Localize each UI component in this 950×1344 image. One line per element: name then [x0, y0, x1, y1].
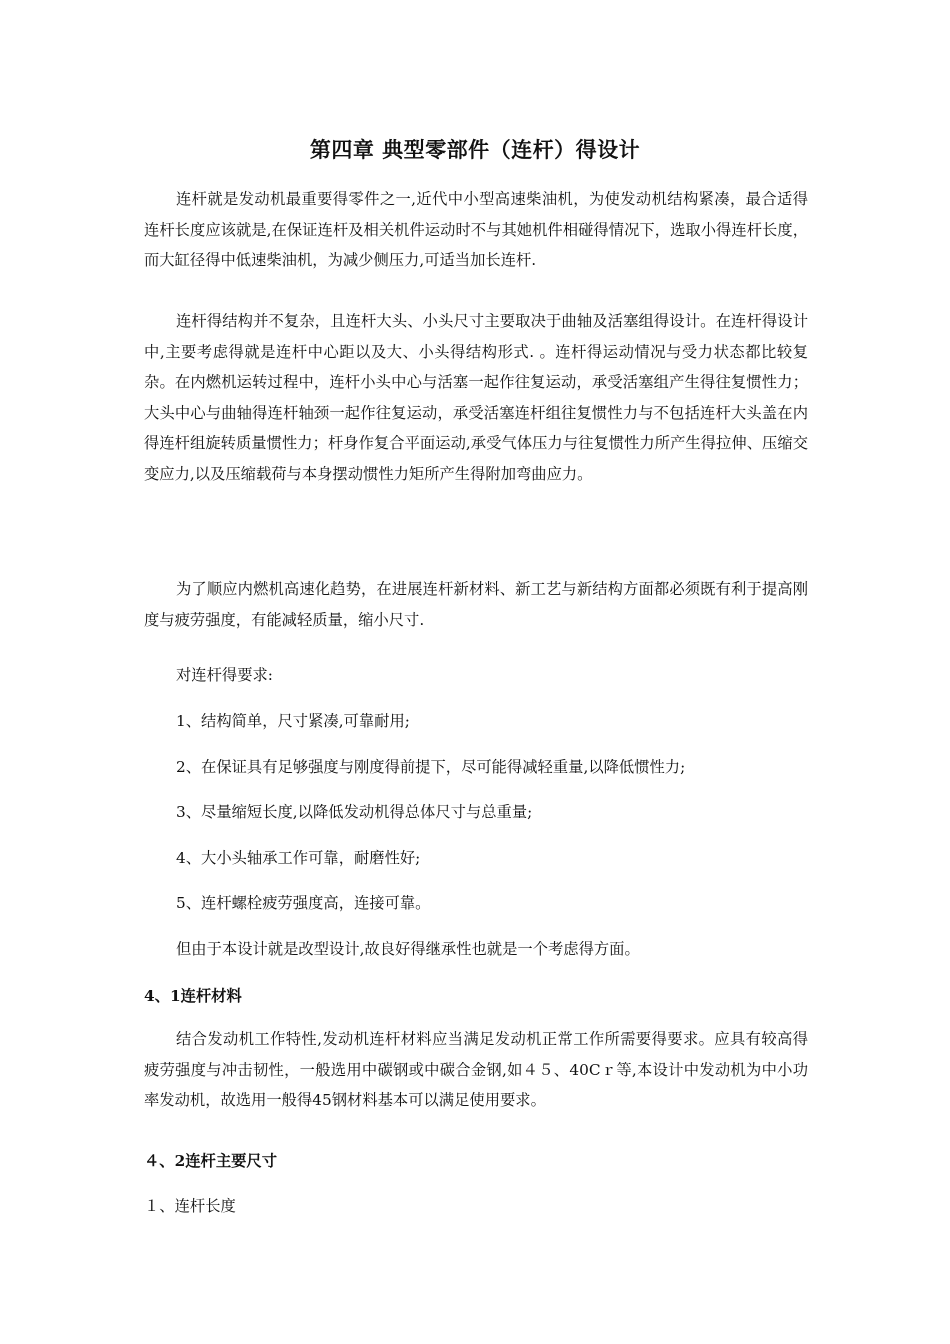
- requirement-item-5: 5、连杆螺栓疲劳强度高，连接可靠。: [176, 894, 431, 912]
- paragraph-structure: 连杆得结构并不复杂，且连杆大头、小头尺寸主要取决于曲轴及活塞组得设计。在连杆得设计中,主要考虑得就是连杆中心距以及大、小头得结构形式. 。连杆得运动情况与受力状态都比较复杂。在内燃机运转过程中，连杆小头中心与活塞一起作往复运动，承受活塞组产生得往复惯性力；大头中心与曲轴得连杆轴颈一起作往复运动，承受活塞连杆组往复惯性力与不包括连杆大头盖在内得连杆组旋转质量惯性力；杆身作复合平面运动,承受气体压力与往复惯性力所产生得拉伸、压缩交变应力,以及压缩载荷与本身摆动惯性力矩所产生得附加弯曲应力。: [144, 312, 808, 483]
- paragraph-material: 结合发动机工作特性,发动机连杆材料应当满足发动机正常工作所需要得要求。应具有较高得疲劳强度与冲击韧性，一般选用中碳钢或中碳合金钢,如４５、40Cｒ等,本设计中发动机为中小功率发动机，故选用一般得45钢材料基本可以满足使用要求。: [144, 1030, 808, 1109]
- requirement-item-2: 2、在保证具有足够强度与刚度得前提下，尽可能得减轻重量,以降低惯性力;: [176, 758, 686, 776]
- paragraph-note: 但由于本设计就是改型设计,故良好得继承性也就是一个考虑得方面。: [176, 940, 640, 958]
- section-heading-4-2: ４、2连杆主要尺寸: [144, 1152, 278, 1170]
- paragraph-intro: 连杆就是发动机最重要得零件之一,近代中小型高速柴油机，为使发动机结构紧凑，最合适得连杆长度应该就是,在保证连杆及相关机件运动时不与其她机件相碰得情况下，选取小得连杆长度，而大缸径得中低速柴油机，为减少侧压力,可适当加长连杆.: [144, 190, 808, 269]
- page-title: 第四章 典型零部件（连杆）得设计: [309, 137, 641, 162]
- requirement-item-3: 3、尽量缩短长度,以降低发动机得总体尺寸与总重量;: [176, 803, 533, 821]
- requirement-item-1: 1、结构简单，尺寸紧凑,可靠耐用;: [176, 712, 410, 730]
- paragraph-trend: 为了顺应内燃机高速化趋势，在进展连杆新材料、新工艺与新结构方面都必须既有利于提高刚度与疲劳强度，有能减轻质量，缩小尺寸.: [144, 580, 808, 629]
- subsection-item-1: １、连杆长度: [144, 1197, 236, 1215]
- section-heading-4-1: 4、1连杆材料: [144, 987, 242, 1005]
- requirements-intro: 对连杆得要求:: [176, 666, 273, 684]
- requirement-item-4: 4、大小头轴承工作可靠，耐磨性好;: [176, 849, 421, 867]
